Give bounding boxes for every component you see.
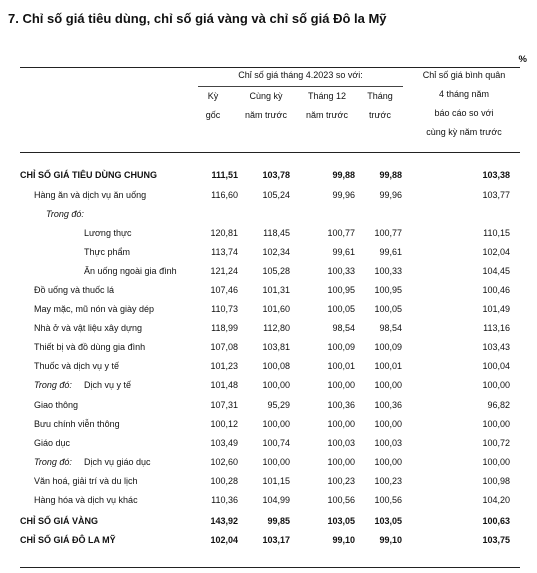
row-label: Thuốc và dịch vụ y tế [34,361,120,371]
cell-value: 100,00 [262,380,290,390]
table-row [0,531,537,550]
cell-value: 121,24 [210,266,238,276]
table-row [0,434,537,453]
cell-value: 100,00 [262,419,290,429]
table-row [0,243,537,262]
row-label: CHỈ SỐ GIÁ VÀNG [20,516,99,526]
col-header-line: năm trước [306,110,348,120]
cell-value: 95,29 [267,400,290,410]
cell-value: 100,00 [327,457,355,467]
cell-value: 101,31 [262,285,290,295]
cell-value: 103,77 [482,190,510,200]
cell-value: 103,81 [262,342,290,352]
cell-value: 110,15 [483,228,510,238]
row-label: Dịch vụ y tế [84,380,132,390]
cell-value: 100,00 [262,457,290,467]
cell-value: 99,10 [379,535,402,545]
col-header-line: Tháng [367,91,393,101]
col-header-ky-goc [188,87,238,125]
cell-value: 100,33 [374,266,402,276]
cell-value: 100,09 [327,342,355,352]
cell-value: 99,61 [332,247,355,257]
row-label: Hàng hóa và dịch vụ khác [34,495,138,505]
cell-value: 100,36 [374,400,402,410]
row-label: Giáo dục [34,438,71,448]
table-row [0,224,537,243]
cell-value: 100,00 [482,419,510,429]
cell-value: 102,04 [210,535,238,545]
cell-value: 101,48 [210,380,238,390]
table-row [0,281,537,300]
col-header-binh-quan [408,66,520,142]
cell-value: 100,33 [327,266,355,276]
table-row [0,491,537,510]
row-label: Ăn uống ngoài gia đình [84,266,177,276]
cell-value: 143,92 [210,516,238,526]
cell-value: 118,45 [263,228,290,238]
table-row [0,415,537,434]
cell-value: 100,28 [210,476,238,486]
table-row [0,376,537,395]
cell-value: 98,54 [379,323,402,333]
cell-value: 103,38 [482,170,510,180]
col-header-line: 4 tháng năm [438,89,490,99]
row-label: Thực phẩm [84,247,131,257]
table-row [0,166,537,185]
row-label: Giao thông [34,400,79,410]
table-row [0,186,537,205]
row-prefix: Trong đó: [34,457,72,467]
cell-value: 100,95 [327,285,355,295]
group-header: Chỉ số giá tháng 4.2023 so với: [238,70,363,80]
cell-value: 100,08 [262,361,290,371]
row-label: Bưu chính viễn thông [34,419,120,429]
cell-value: 101,49 [482,304,510,314]
col-header-thang-12 [296,87,358,125]
cell-value: 100,36 [327,400,355,410]
cell-value: 110,36 [211,495,238,505]
cell-value: 105,24 [262,190,290,200]
cell-value: 103,78 [262,170,290,180]
cell-value: 104,45 [482,266,510,276]
row-label: Đồ uống và thuốc lá [34,285,115,295]
table-row [0,472,537,491]
row-label: Dịch vụ giáo dục [84,457,151,467]
col-header-line: cùng kỳ năm trước [426,127,502,137]
cell-value: 100,23 [327,476,355,486]
cell-value: 99,88 [379,170,402,180]
cell-value: 100,12 [210,419,238,429]
cell-value: 116,60 [211,190,238,200]
col-header-line: Kỳ [207,91,219,101]
cell-value: 105,28 [262,266,290,276]
cell-value: 100,03 [374,438,402,448]
cell-value: 99,88 [332,170,355,180]
cell-value: 100,05 [374,304,402,314]
table-row [0,300,537,319]
row-label: Hàng ăn và dịch vụ ăn uống [34,190,147,200]
cell-value: 100,01 [374,361,402,371]
cell-value: 104,20 [482,495,510,505]
cell-value: 99,61 [379,247,402,257]
row-label: Lương thực [84,228,132,238]
row-label: Thiết bị và đồ dùng gia đình [34,342,146,352]
row-label: CHỈ SỐ GIÁ ĐÔ LA MỸ [20,535,116,545]
row-label: CHỈ SỐ GIÁ TIÊU DÙNG CHUNG [20,170,158,180]
cell-value: 100,03 [327,438,355,448]
table-row [0,205,537,224]
col-header-line: Chỉ số giá bình quân [422,70,506,80]
cell-value: 103,05 [327,516,355,526]
cell-value: 103,05 [374,516,402,526]
cell-value: 100,00 [327,380,355,390]
cell-value: 100,04 [482,361,510,371]
cell-value: 120,81 [210,228,238,238]
cell-value: 101,23 [210,361,238,371]
table-bottom-rule [20,567,520,568]
cell-value: 100,05 [327,304,355,314]
row-prefix: Trong đó: [34,380,72,390]
col-header-line: Cùng kỳ [249,91,283,101]
cell-value: 100,00 [374,419,402,429]
cell-value: 100,95 [374,285,402,295]
cell-value: 111,51 [211,170,238,180]
cell-value: 99,10 [332,535,355,545]
cell-value: 99,96 [379,190,402,200]
cell-value: 100,56 [374,495,402,505]
col-header-thang-truoc [358,87,402,125]
cell-value: 100,09 [374,342,402,352]
row-label: Văn hoá, giải trí và du lịch [34,476,138,486]
cell-value: 107,31 [210,400,238,410]
cell-value: 99,96 [332,190,355,200]
cell-value: 112,80 [263,323,290,333]
cell-value: 118,99 [211,323,238,333]
table-row [0,396,537,415]
table-row [0,357,537,376]
col-header-line: Tháng 12 [307,91,347,101]
cell-value: 103,75 [482,535,510,545]
cell-value: 100,77 [374,228,402,238]
cell-value: 100,74 [262,438,290,448]
row-label: May mặc, mũ nón và giày dép [34,304,155,314]
cell-value: 100,00 [374,380,402,390]
cell-value: 102,04 [482,247,510,257]
header-bottom-rule [20,152,520,153]
cell-value: 107,46 [210,285,238,295]
col-header-line: trước [369,110,391,120]
cell-value: 100,77 [327,228,355,238]
cell-value: 103,17 [262,535,290,545]
cell-value: 101,60 [262,304,290,314]
cell-value: 110,73 [211,304,238,314]
cell-value: 100,00 [482,380,510,390]
table-row [0,262,537,281]
cell-value: 113,16 [483,323,510,333]
cell-value: 102,34 [262,247,290,257]
cell-value: 107,08 [210,342,238,352]
table-row [0,338,537,357]
cell-value: 100,63 [482,516,510,526]
table-row [0,319,537,338]
cell-value: 100,56 [327,495,355,505]
cell-value: 113,74 [211,247,238,257]
cell-value: 98,54 [332,323,355,333]
cell-value: 99,85 [267,516,290,526]
cell-value: 102,60 [210,457,238,467]
row-label: Trong đó: [46,209,84,219]
cell-value: 96,82 [487,400,510,410]
cell-value: 100,01 [327,361,355,371]
table-row [0,512,537,531]
cell-value: 100,00 [327,419,355,429]
col-header-line: gốc [205,110,221,120]
col-header-line: năm trước [245,110,287,120]
cell-value: 100,23 [374,476,402,486]
unit-label: % [518,54,527,65]
page-title: 7. Chỉ số giá tiêu dùng, chỉ số giá vàng và chỉ số giá Đô la Mỹ [8,11,387,26]
cell-value: 100,46 [482,285,510,295]
cell-value: 100,00 [374,457,402,467]
cell-value: 104,99 [262,495,290,505]
cell-value: 101,15 [262,476,290,486]
cell-value: 100,72 [482,438,510,448]
cell-value: 100,00 [482,457,510,467]
table-row [0,453,537,472]
col-header-line: báo cáo so với [434,108,494,118]
cell-value: 103,49 [210,438,238,448]
col-header-cung-ky [238,87,294,125]
cell-value: 103,43 [482,342,510,352]
row-label: Nhà ở và vật liệu xây dựng [34,323,142,333]
cell-value: 100,98 [482,476,510,486]
